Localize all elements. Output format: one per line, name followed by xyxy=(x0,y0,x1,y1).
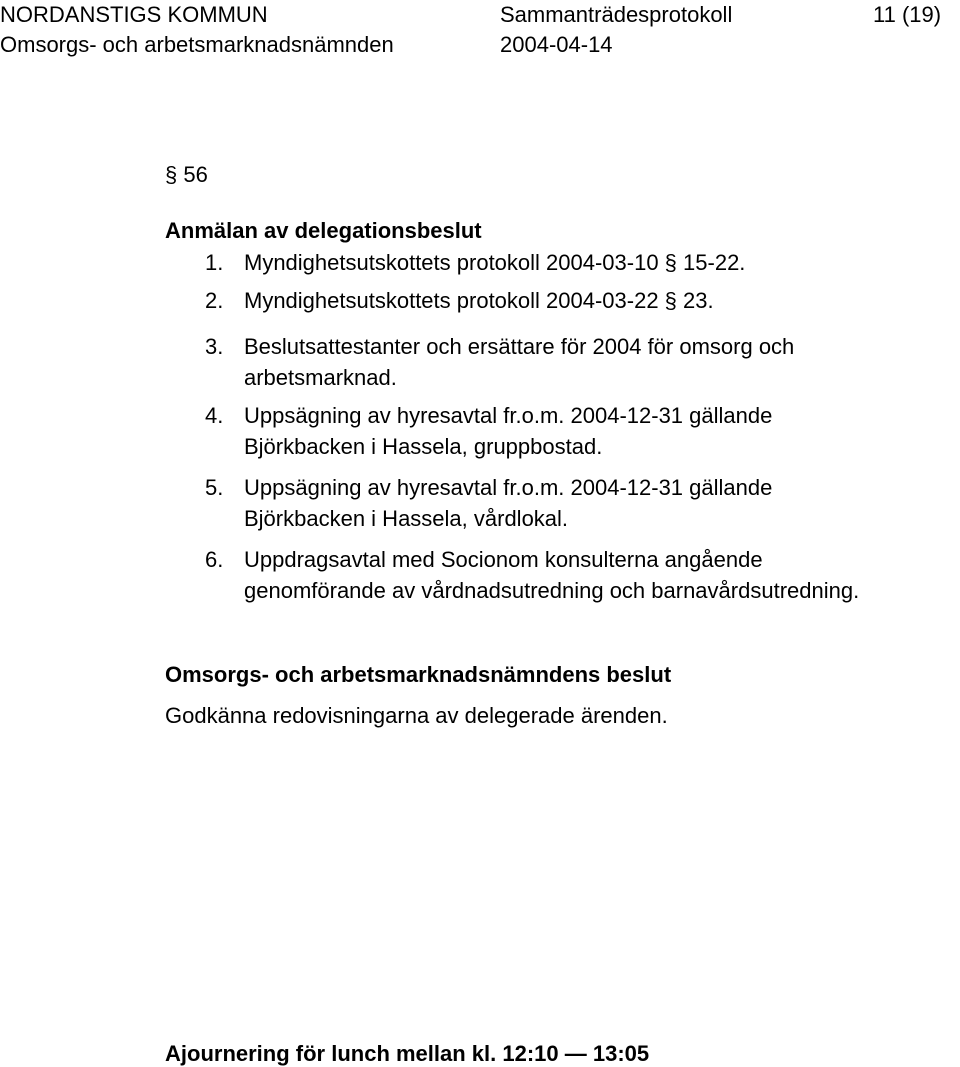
list-item-text: Björkbacken i Hassela, vårdlokal. xyxy=(244,506,569,531)
decision-heading: Omsorgs- och arbetsmarknadsnämndens beslut xyxy=(165,662,672,687)
list-item-number: 6. xyxy=(205,547,224,572)
paragraph-number: § 56 xyxy=(165,162,208,187)
header-date: 2004-04-14 xyxy=(500,32,613,57)
header-board: Omsorgs- och arbetsmarknadsnämnden xyxy=(0,32,394,57)
list-item-text: Myndighetsutskottets protokoll 2004-03-10 § 15-22. xyxy=(244,250,746,275)
header-document-type: Sammanträdesprotokoll xyxy=(500,2,733,27)
list-item-text: Uppsägning av hyresavtal fr.o.m. 2004-12-31 gällande xyxy=(244,475,773,500)
list-item-number: 2. xyxy=(205,288,224,313)
list-item-text: genomförande av vårdnadsutredning och barnavårdsutredning. xyxy=(244,578,860,603)
header-page-number: 11 (19) xyxy=(873,2,942,27)
header-organisation: NORDANSTIGS KOMMUN xyxy=(0,2,268,27)
list-item-text: arbetsmarknad. xyxy=(244,365,397,390)
paragraph-title: Anmälan av delegationsbeslut xyxy=(165,218,482,243)
list-item-text: Myndighetsutskottets protokoll 2004-03-22 § 23. xyxy=(244,288,714,313)
decision-text: Godkänna redovisningarna av delegerade ärenden. xyxy=(165,703,668,728)
list-item-text: Uppsägning av hyresavtal fr.o.m. 2004-12-31 gällande xyxy=(244,403,773,428)
list-item-text: Björkbacken i Hassela, gruppbostad. xyxy=(244,434,603,459)
list-item-number: 4. xyxy=(205,403,224,428)
adjournment-note: Ajournering för lunch mellan kl. 12:10 — 13:05 xyxy=(165,1041,650,1066)
list-item-number: 1. xyxy=(205,250,224,275)
list-item-number: 5. xyxy=(205,475,224,500)
list-item-text: Uppdragsavtal med Socionom konsulterna angående xyxy=(244,547,763,572)
list-item-text: Beslutsattestanter och ersättare för 2004 för omsorg och xyxy=(244,334,795,359)
list-item-number: 3. xyxy=(205,334,224,359)
